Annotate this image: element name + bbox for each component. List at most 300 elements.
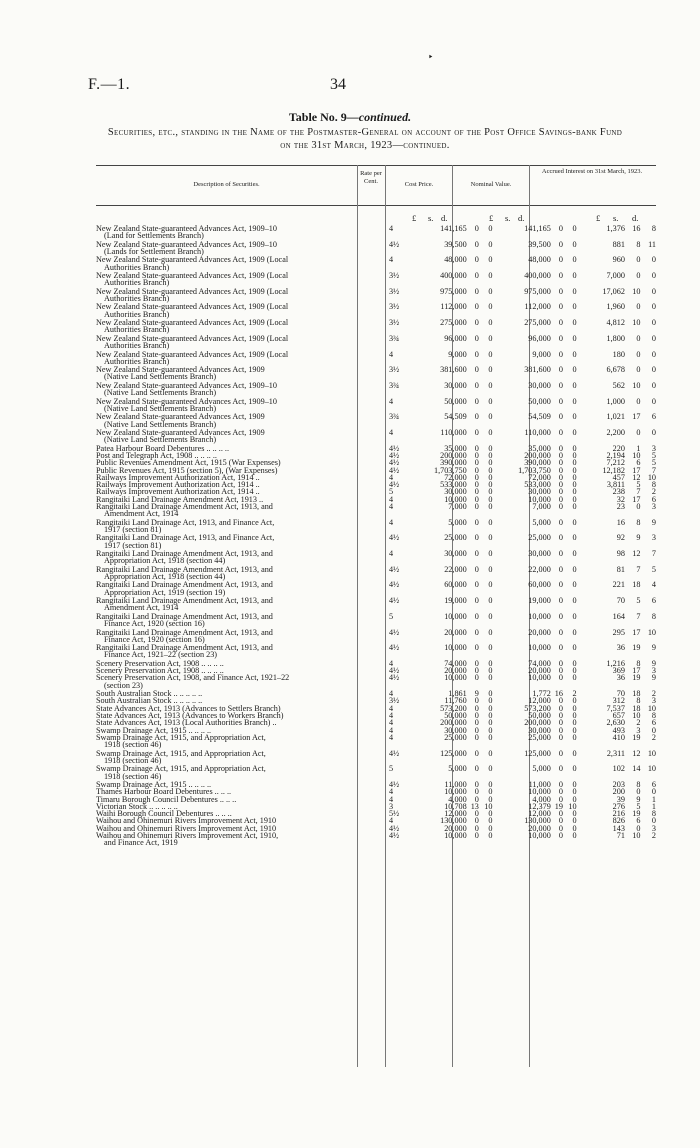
interest-pence: 3 bbox=[651, 502, 656, 511]
rate-cell: 4 bbox=[388, 816, 394, 826]
nominal-shillings: 0 bbox=[558, 380, 563, 390]
rate-cell: 4 bbox=[388, 494, 394, 504]
nominal-pounds: 22,000 bbox=[528, 564, 551, 574]
cost-pence: 0 bbox=[488, 696, 493, 706]
cost-shillings: 0 bbox=[474, 549, 479, 559]
description-line: New Zealand State-guaranteed Advances Act, 1909 bbox=[96, 365, 265, 375]
security-description bbox=[96, 398, 386, 414]
interest-pounds: 180 bbox=[612, 349, 625, 359]
interest-shillings: 14 bbox=[632, 764, 641, 774]
rate-cell: 4½ bbox=[388, 564, 400, 574]
report-reference: F.—1. bbox=[88, 76, 131, 93]
interest-shillings: 19 bbox=[632, 809, 641, 819]
interest-pence: 0 bbox=[651, 333, 656, 343]
table-row bbox=[96, 241, 656, 257]
cost-shillings: 0 bbox=[474, 823, 479, 833]
cost-pence: 0 bbox=[488, 412, 493, 422]
interest-shillings: 0 bbox=[636, 271, 641, 281]
nominal-pence: 10 bbox=[568, 801, 577, 811]
nominal-shillings: 0 bbox=[558, 302, 563, 312]
nominal-pounds: 390,000 bbox=[524, 458, 551, 468]
interest-pence: 7 bbox=[651, 549, 656, 559]
nominal-pounds: 19,000 bbox=[528, 596, 551, 606]
rate-cell: 4 bbox=[388, 396, 394, 406]
header-description: Description of Securities. bbox=[193, 181, 260, 188]
table-row bbox=[96, 832, 656, 848]
interest-shillings: 8 bbox=[636, 696, 641, 706]
interest-shillings: 6 bbox=[636, 816, 641, 826]
description-continuation: (Native Land Settlements Branch) bbox=[104, 403, 217, 413]
nominal-pence: 0 bbox=[572, 472, 577, 482]
nominal-pounds: 10,000 bbox=[528, 494, 551, 504]
cost-shillings: 0 bbox=[474, 412, 479, 422]
cost-shillings: 0 bbox=[474, 764, 479, 774]
interest-shillings: 1 bbox=[636, 443, 641, 453]
interest-pounds: 3,811 bbox=[606, 480, 625, 490]
nominal-pounds: 5,000 bbox=[532, 764, 551, 774]
cost-pence: 0 bbox=[488, 517, 493, 527]
description-line: Rangitaiki Land Drainage Amendment Act, 1913, and bbox=[96, 564, 273, 574]
nominal-pence: 0 bbox=[572, 380, 577, 390]
nominal-pounds: 141,165 bbox=[524, 224, 551, 233]
cost-pounds: 11,760 bbox=[444, 696, 467, 706]
cost-pounds: 573,200 bbox=[440, 703, 467, 713]
rate-cell: 5 bbox=[388, 611, 394, 621]
rate-cell: 4½ bbox=[388, 823, 400, 833]
header-cost: Cost Price. bbox=[404, 181, 434, 188]
interest-shillings: 12 bbox=[632, 748, 641, 758]
description-continuation: Finance Act, 1921–22 (section 23) bbox=[104, 650, 218, 660]
security-description bbox=[96, 225, 386, 241]
interest-pounds: 220 bbox=[612, 443, 625, 453]
cost-pence: 0 bbox=[488, 580, 493, 590]
nominal-shillings: 0 bbox=[558, 517, 563, 527]
nominal-pence: 0 bbox=[572, 748, 577, 758]
nominal-shillings: 0 bbox=[558, 696, 563, 706]
nominal-pounds: 10,000 bbox=[528, 611, 551, 621]
cost-shillings: 0 bbox=[474, 533, 479, 543]
interest-pence: 5 bbox=[651, 450, 656, 460]
cost-pence: 0 bbox=[488, 689, 493, 699]
cost-pounds: 74,000 bbox=[444, 658, 467, 668]
description-line: Rangitaiki Land Drainage Amendment Act, 1913, and bbox=[96, 580, 273, 590]
nominal-shillings: 0 bbox=[558, 450, 563, 460]
interest-pence: 2 bbox=[651, 732, 656, 742]
interest-pence-unit: d. bbox=[632, 213, 639, 223]
security-description bbox=[96, 519, 386, 535]
interest-shillings: 8 bbox=[636, 658, 641, 668]
cost-pounds: 39,500 bbox=[444, 239, 467, 249]
nominal-pounds: 48,000 bbox=[528, 255, 551, 265]
page-number: 34 bbox=[330, 76, 346, 93]
nominal-shillings: 0 bbox=[558, 533, 563, 543]
description-line: New Zealand State-guaranteed Advances Act, 1909 (Local bbox=[96, 271, 289, 281]
cost-pounds: 50,000 bbox=[444, 396, 467, 406]
rate-cell: 4 bbox=[388, 787, 394, 797]
description-line: Public Revenues Act, 1915 (section 5), (War Expenses) bbox=[96, 465, 278, 475]
table-row bbox=[96, 366, 656, 382]
cost-shillings: 0 bbox=[474, 239, 479, 249]
nominal-pence: 0 bbox=[572, 480, 577, 490]
table-row bbox=[96, 351, 656, 367]
interest-pounds: 23 bbox=[616, 502, 625, 511]
cost-shillings: 0 bbox=[474, 831, 479, 841]
table-row bbox=[96, 750, 656, 766]
cost-pounds: 1,703,750 bbox=[433, 465, 467, 475]
nominal-shillings: 0 bbox=[558, 787, 563, 797]
nominal-shillings: 0 bbox=[558, 458, 563, 468]
nominal-pence: 0 bbox=[572, 502, 577, 511]
description-line: Swamp Drainage Act, 1915, and Appropriation Act, bbox=[96, 764, 266, 774]
nominal-pounds: 200,000 bbox=[524, 718, 551, 728]
rate-cell: 4½ bbox=[388, 673, 400, 683]
description-line: Scenery Preservation Act, 1908, and Finance Act, 1921–22 bbox=[96, 673, 290, 683]
nominal-shillings: 0 bbox=[558, 487, 563, 497]
nominal-shillings: 0 bbox=[558, 643, 563, 653]
nominal-pounds: 10,000 bbox=[528, 643, 551, 653]
nominal-pounds: 54,509 bbox=[528, 412, 551, 422]
nominal-pounds: 200,000 bbox=[524, 450, 551, 460]
description-line: Rangitaiki Land Drainage Amendment Act, 1913, and bbox=[96, 611, 273, 621]
interest-pounds: 203 bbox=[612, 780, 625, 789]
cost-shillings: 0 bbox=[474, 480, 479, 490]
table-row bbox=[96, 429, 656, 445]
description-continuation: Authorities Branch) bbox=[104, 325, 170, 335]
cost-shillings: 0 bbox=[474, 673, 479, 683]
description-line: New Zealand State-guaranteed Advances Act, 1909–10 bbox=[96, 380, 277, 390]
nominal-pounds: 10,000 bbox=[528, 787, 551, 797]
interest-pence: 6 bbox=[651, 718, 656, 728]
rate-cell: 4½ bbox=[388, 831, 400, 841]
cost-pounds: 20,000 bbox=[444, 627, 467, 637]
cost-shillings: 0 bbox=[474, 271, 479, 281]
interest-pounds: 410 bbox=[612, 732, 625, 742]
description-line: Scenery Preservation Act, 1908 .. .. .. .. bbox=[96, 666, 224, 676]
cost-pounds: 7,000 bbox=[448, 502, 467, 511]
cost-pence: 0 bbox=[488, 711, 493, 721]
nominal-pence: 0 bbox=[572, 816, 577, 826]
nominal-pounds: 112,000 bbox=[524, 302, 551, 312]
interest-pounds: 12,182 bbox=[602, 465, 625, 475]
security-description bbox=[96, 629, 386, 645]
cost-shillings: 9 bbox=[474, 689, 479, 699]
interest-pence: 0 bbox=[651, 816, 656, 826]
interest-pence: 3 bbox=[651, 443, 656, 453]
cost-shillings: 0 bbox=[474, 333, 479, 343]
cost-pounds: 11,000 bbox=[444, 780, 467, 789]
nominal-pounds: 975,000 bbox=[524, 286, 551, 296]
security-description bbox=[96, 597, 386, 613]
nominal-shillings: 0 bbox=[558, 365, 563, 375]
table-row bbox=[96, 534, 656, 550]
cost-pounds: 125,000 bbox=[440, 748, 467, 758]
interest-pence: 6 bbox=[651, 494, 656, 504]
security-description bbox=[96, 550, 386, 566]
interest-pence: 5 bbox=[651, 458, 656, 468]
interest-shillings: 0 bbox=[636, 502, 641, 511]
cost-pounds: 1,861 bbox=[448, 689, 467, 699]
nominal-pence: 0 bbox=[572, 549, 577, 559]
interest-pence: 0 bbox=[651, 302, 656, 312]
cost-shillings: 0 bbox=[474, 396, 479, 406]
description-line: Railways Improvement Authorization Act, 1914 .. bbox=[96, 487, 260, 497]
nominal-pence: 0 bbox=[572, 564, 577, 574]
table-row bbox=[96, 272, 656, 288]
rate-cell: 4½ bbox=[388, 780, 400, 789]
nominal-pounds: 20,000 bbox=[528, 627, 551, 637]
interest-shillings: 0 bbox=[636, 787, 641, 797]
description-continuation: (Native Land Settlements Branch) bbox=[104, 388, 217, 398]
cost-shillings: 0 bbox=[474, 349, 479, 359]
rate-cell: 3½ bbox=[388, 286, 400, 296]
description-line: South Australian Stock .. .. .. .. .. bbox=[96, 689, 203, 699]
table-title bbox=[0, 110, 700, 125]
nominal-pounds: 400,000 bbox=[524, 271, 551, 281]
interest-shillings: 2 bbox=[636, 718, 641, 728]
interest-pence: 9 bbox=[651, 517, 656, 527]
rate-cell: 4 bbox=[388, 732, 394, 742]
description-line: Waihi Borough Council Debentures .. .. .. bbox=[96, 809, 232, 819]
interest-pence: 2 bbox=[651, 831, 656, 841]
interest-pounds: 36 bbox=[616, 673, 625, 683]
cost-pounds: 12,000 bbox=[444, 809, 467, 819]
table-row bbox=[96, 550, 656, 566]
interest-shillings: 8 bbox=[636, 239, 641, 249]
rate-cell: 3½ bbox=[388, 365, 400, 375]
description-line: New Zealand State-guaranteed Advances Act, 1909 (Local bbox=[96, 286, 289, 296]
rate-cell: 4½ bbox=[388, 580, 400, 590]
cost-pence: 0 bbox=[488, 732, 493, 742]
nominal-pence: 0 bbox=[572, 823, 577, 833]
rate-cell: 4½ bbox=[388, 450, 400, 460]
interest-shillings: 0 bbox=[636, 349, 641, 359]
cost-shillings: 0 bbox=[474, 564, 479, 574]
interest-pounds: 1,376 bbox=[606, 224, 625, 233]
security-description bbox=[96, 366, 386, 382]
rate-cell: 4 bbox=[388, 711, 394, 721]
cost-shillings: 0 bbox=[474, 487, 479, 497]
nominal-pence: 0 bbox=[572, 412, 577, 422]
description-line: Railways Improvement Authorization Act, 1914 .. bbox=[96, 480, 260, 490]
description-continuation: Amendment Act, 1914 bbox=[104, 603, 179, 613]
nominal-pounds: 12,379 bbox=[528, 801, 551, 811]
nominal-shillings: 0 bbox=[558, 480, 563, 490]
nominal-pounds: 30,000 bbox=[528, 725, 551, 735]
nominal-pence: 0 bbox=[572, 732, 577, 742]
rate-cell: 4½ bbox=[388, 627, 400, 637]
cost-pounds: 20,000 bbox=[444, 666, 467, 676]
nominal-shillings: 0 bbox=[558, 673, 563, 683]
description-line: Swamp Drainage Act, 1915, and Appropriation Act, bbox=[96, 732, 266, 742]
cost-pence: 0 bbox=[488, 443, 493, 453]
cost-pence: 0 bbox=[488, 809, 493, 819]
interest-pence: 8 bbox=[651, 711, 656, 721]
cost-pounds: 20,000 bbox=[444, 823, 467, 833]
cost-pence: 0 bbox=[488, 787, 493, 797]
rate-cell: 4½ bbox=[388, 458, 400, 468]
interest-pence: 9 bbox=[651, 673, 656, 683]
interest-pounds: 1,021 bbox=[606, 412, 625, 422]
nominal-shillings: 0 bbox=[558, 718, 563, 728]
cost-shillings: 0 bbox=[474, 502, 479, 511]
security-description bbox=[96, 288, 386, 304]
cost-shillings: 0 bbox=[474, 696, 479, 706]
interest-pence: 10 bbox=[647, 472, 656, 482]
cost-pounds: 390,000 bbox=[440, 458, 467, 468]
cost-pence: 0 bbox=[488, 333, 493, 343]
interest-pounds: 81 bbox=[616, 564, 625, 574]
cost-pence: 0 bbox=[488, 748, 493, 758]
cost-pence: 0 bbox=[488, 658, 493, 668]
nominal-shillings: 0 bbox=[558, 427, 563, 437]
nominal-pence: 0 bbox=[572, 780, 577, 789]
nominal-pounds: 96,000 bbox=[528, 333, 551, 343]
description-continuation: (Native Land Settlements Branch) bbox=[104, 419, 217, 429]
table-row bbox=[96, 566, 656, 582]
interest-pounds: 2,630 bbox=[606, 718, 625, 728]
cost-pounds: 48,000 bbox=[444, 255, 467, 265]
interest-pound-unit: £ bbox=[596, 213, 601, 223]
interest-shillings: 3 bbox=[636, 725, 641, 735]
nominal-shillings: 0 bbox=[558, 224, 563, 233]
table-row bbox=[96, 734, 656, 750]
description-line: Rangitaiki Land Drainage Act, 1913, and Finance Act, bbox=[96, 533, 275, 543]
rate-cell: 4 bbox=[388, 255, 394, 265]
cost-pence: 0 bbox=[488, 302, 493, 312]
interest-shillings: 9 bbox=[636, 794, 641, 804]
nominal-pence: 0 bbox=[572, 764, 577, 774]
interest-shillings: 0 bbox=[636, 255, 641, 265]
nominal-shillings: 0 bbox=[558, 549, 563, 559]
description-line: Rangitaiki Land Drainage Amendment Act, 1913, and bbox=[96, 643, 273, 653]
nominal-shillings: 0 bbox=[558, 658, 563, 668]
interest-pence: 3 bbox=[651, 533, 656, 543]
cost-pence: 0 bbox=[488, 611, 493, 621]
header-top-rule bbox=[96, 165, 656, 166]
interest-pounds: 164 bbox=[612, 611, 625, 621]
nominal-pence: 0 bbox=[572, 494, 577, 504]
cost-pence: 0 bbox=[488, 472, 493, 482]
interest-shillings: 17 bbox=[632, 627, 641, 637]
nominal-pence: 0 bbox=[572, 224, 577, 233]
cost-pence: 0 bbox=[488, 533, 493, 543]
table-row bbox=[96, 319, 656, 335]
interest-shillings: 16 bbox=[632, 224, 641, 233]
rate-cell: 4½ bbox=[388, 443, 400, 453]
interest-pence: 10 bbox=[647, 748, 656, 758]
interest-pence: 0 bbox=[651, 380, 656, 390]
interest-shillings: 17 bbox=[632, 412, 641, 422]
cost-pence: 0 bbox=[488, 643, 493, 653]
interest-pounds: 295 bbox=[612, 627, 625, 637]
security-description bbox=[96, 429, 386, 445]
nominal-pence: 0 bbox=[572, 725, 577, 735]
rate-cell: 4½ bbox=[388, 533, 400, 543]
security-description bbox=[96, 750, 386, 766]
interest-pence: 2 bbox=[651, 689, 656, 699]
securities-table-body bbox=[96, 225, 656, 848]
cost-pence: 0 bbox=[488, 502, 493, 511]
security-description bbox=[96, 613, 386, 629]
rate-cell: 4 bbox=[388, 349, 394, 359]
rate-cell: 4½ bbox=[388, 596, 400, 606]
interest-pence: 0 bbox=[651, 255, 656, 265]
description-continuation: Authorities Branch) bbox=[104, 262, 170, 272]
interest-shillings: 12 bbox=[632, 472, 641, 482]
cost-shillings: 0 bbox=[474, 703, 479, 713]
description-line: Rangitaiki Land Drainage Amendment Act, 1913 .. bbox=[96, 494, 264, 504]
nominal-pounds: 30,000 bbox=[528, 487, 551, 497]
nominal-pounds: 12,000 bbox=[528, 696, 551, 706]
description-continuation: Authorities Branch) bbox=[104, 294, 170, 304]
interest-pounds: 312 bbox=[612, 696, 625, 706]
rate-cell: 5 bbox=[388, 487, 394, 497]
rate-cell: 4 bbox=[388, 502, 394, 511]
interest-pounds: 7,537 bbox=[606, 703, 625, 713]
cost-shillings: 0 bbox=[474, 443, 479, 453]
interest-pounds: 881 bbox=[612, 239, 625, 249]
nominal-shillings: 0 bbox=[558, 596, 563, 606]
cost-pounds: 110,000 bbox=[440, 427, 467, 437]
interest-pence: 7 bbox=[651, 465, 656, 475]
nominal-pence: 0 bbox=[572, 703, 577, 713]
description-line: Timaru Borough Council Debentures .. .. .. bbox=[96, 794, 237, 804]
cost-pounds: 112,000 bbox=[440, 302, 467, 312]
table-row bbox=[96, 613, 656, 629]
rate-cell: 4 bbox=[388, 703, 394, 713]
description-line: Rangitaiki Land Drainage Amendment Act, 1913, and bbox=[96, 502, 273, 511]
cost-pounds: 19,000 bbox=[444, 596, 467, 606]
interest-pounds: 7,212 bbox=[606, 458, 625, 468]
interest-pounds: 36 bbox=[616, 643, 625, 653]
interest-pounds: 4,812 bbox=[606, 318, 625, 328]
cost-shillings: 0 bbox=[474, 458, 479, 468]
interest-pence: 10 bbox=[647, 764, 656, 774]
cost-pence: 0 bbox=[488, 349, 493, 359]
nominal-pence: 0 bbox=[572, 658, 577, 668]
interest-shillings: 19 bbox=[632, 673, 641, 683]
rate-cell: 4½ bbox=[388, 465, 400, 475]
security-description bbox=[96, 503, 386, 519]
interest-pounds: 70 bbox=[616, 689, 625, 699]
cost-shillings: 0 bbox=[474, 427, 479, 437]
interest-pounds: 2,200 bbox=[606, 427, 625, 437]
nominal-shillings: 0 bbox=[558, 286, 563, 296]
cost-pence: 0 bbox=[488, 487, 493, 497]
cost-pence: 0 bbox=[488, 271, 493, 281]
description-continuation: Authorities Branch) bbox=[104, 278, 170, 288]
nominal-shillings: 0 bbox=[558, 627, 563, 637]
rate-cell: 4 bbox=[388, 472, 394, 482]
description-continuation: Authorities Branch) bbox=[104, 309, 170, 319]
nominal-shillings: 0 bbox=[558, 780, 563, 789]
security-description bbox=[96, 256, 386, 272]
cost-pounds: 10,000 bbox=[444, 831, 467, 841]
nominal-pound-unit: £ bbox=[489, 213, 494, 223]
table-row bbox=[96, 674, 656, 690]
cost-shillings: 0 bbox=[474, 450, 479, 460]
cost-shillings: 0 bbox=[474, 718, 479, 728]
interest-pounds: 1,800 bbox=[606, 333, 625, 343]
interest-pence: 1 bbox=[651, 794, 656, 804]
cost-shillings: 0 bbox=[474, 580, 479, 590]
nominal-shillings: 0 bbox=[558, 396, 563, 406]
securities-table bbox=[96, 225, 656, 848]
nominal-pounds: 39,500 bbox=[528, 239, 551, 249]
nominal-shillings: 0 bbox=[558, 794, 563, 804]
cost-pounds: 381,600 bbox=[440, 365, 467, 375]
cost-pounds: 533,000 bbox=[440, 480, 467, 490]
